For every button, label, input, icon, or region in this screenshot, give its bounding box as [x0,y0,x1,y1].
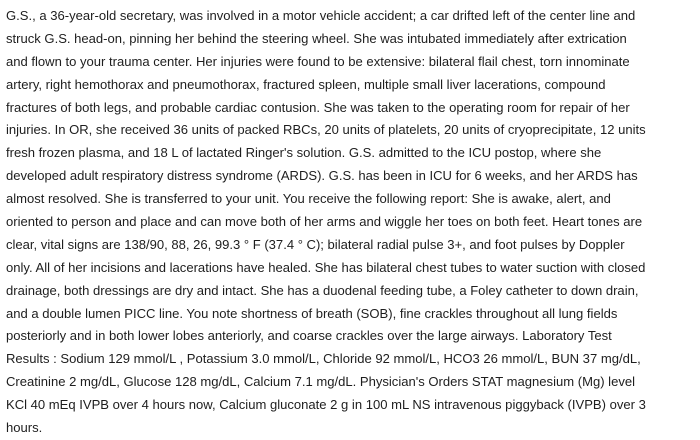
paragraph-line: fractures of both legs, and probable cardiac contusion. She was taken to the operating room for repair of her [6,99,630,115]
paragraph-line: developed adult respiratory distress syndrome (ARDS). G.S. has been in ICU for 6 weeks, and her ARDS has [6,168,638,184]
paragraph-line: drainage, both dressings are dry and intact. She has a duodenal feeding tube, a Foley catheter to down drain, [6,282,639,298]
paragraph-line: clear, vital signs are 138/90, 88, 26, 99.3 ° F (37.4 ° C); bilateral radial pulse 3+, and foot pulses by Doppler [6,236,625,252]
paragraph-line: fresh frozen plasma, and 18 L of lactated Ringer's solution. G.S. admitted to the ICU postop, where she [6,145,602,161]
paragraph-line: only. All of her incisions and lacerations have healed. She has bilateral chest tubes to water suction with closed [6,259,646,275]
paragraph-line: KCl 40 mEq IVPB over 4 hours now, Calcium gluconate 2 g in 100 mL NS intravenous piggyback (IVPB) over 3 [6,397,646,413]
paragraph-line: oriented to person and place and can move both of her arms and wiggle her toes on both feet. Heart tones are [6,214,643,230]
paragraph-line: Results : Sodium 129 mmol/L , Potassium 3.0 mmol/L, Chloride 92 mmol/L, HCO3 26 mmol/L, BUN 37 mg/dL, [6,351,641,367]
paragraph-line: almost resolved. She is transferred to your unit. You receive the following report: She is awake, alert, and [6,191,611,207]
paragraph-line: and a double lumen PICC line. You note shortness of breath (SOB), fine crackles throughout all lung fields [6,305,618,321]
paragraph-line: Creatinine 2 mg/dL, Glucose 128 mg/dL, Calcium 7.1 mg/dL. Physician's Orders STAT magnesium (Mg) level [6,374,636,390]
paragraph-line: artery, right hemothorax and pneumothorax, fractured spleen, multiple small liver lacerations, compound [6,76,606,92]
paragraph-line: injuries. In OR, she received 36 units of packed RBCs, 20 units of platelets, 20 units of cryoprecipitate, 12 units [6,122,646,138]
paragraph-line: posteriorly and in both lower lobes anteriorly, and coarse crackles over the large airways. Laboratory Test [6,328,612,344]
paragraph-line: hours. [6,420,43,436]
paragraph-line: and flown to your trauma center. Her injuries were found to be extensive: bilateral flail chest, torn innominate [6,53,630,69]
paragraph-line: G.S., a 36-year-old secretary, was involved in a motor vehicle accident; a car drifted left of the center line and [6,8,636,23]
paragraph-line: struck G.S. head-on, pinning her behind the steering wheel. She was intubated immediately after extrication [6,30,627,46]
